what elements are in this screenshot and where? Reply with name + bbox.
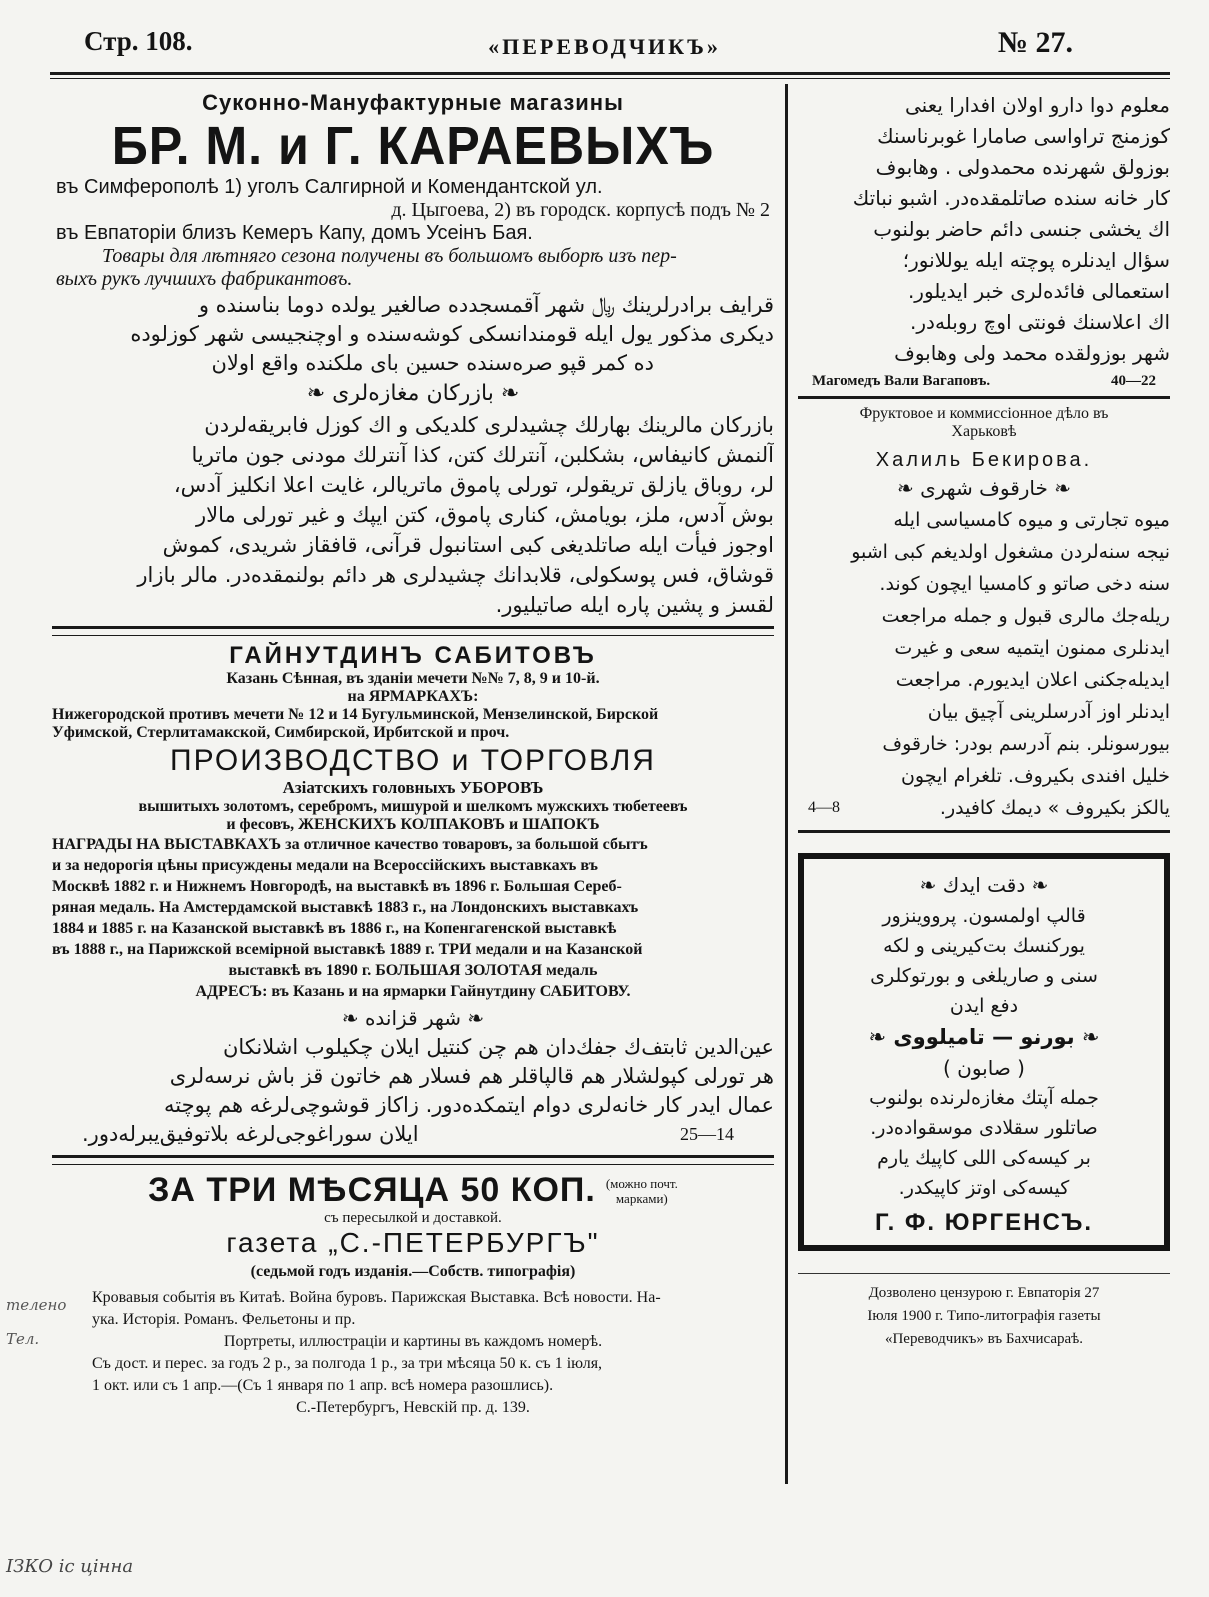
bekirov-last-row [798, 792, 1170, 824]
spb-subscription-2: 1 окт. или съ 1 апр.—(Съ 1 января по 1 апр. всѣ номера разошлись). [92, 1377, 554, 1394]
karaev-arabic-body: بوش آدس، ملز، بویامش، کناری پاموق، کتن ایپك و غیر تورلی مالار [196, 503, 774, 527]
censor-line-2: Іюля 1900 г. Типо-литографія газеты [867, 1308, 1101, 1324]
karaev-arabic-heading-text: بازرکان مغازه‌لری [332, 381, 494, 406]
ornament-icon: ❧ [896, 476, 921, 500]
section-rule [52, 626, 774, 629]
ornament-icon: ❧ [1025, 873, 1049, 897]
bekirov-arabic-line: ایدیله‌جکنی اعلان ایدیورم. مراجعت [895, 669, 1170, 691]
jurgens-arabic-body: صاتلور سقلادی موسقواده‌در. [870, 1117, 1098, 1139]
left-column [52, 84, 774, 1419]
sabitov-awards-line: 1884 и 1885 г. на Казанской выставкѣ въ 1886 г., на Копенгагенской выставкѣ [52, 920, 617, 937]
sabitov-awards-line: выставкѣ въ 1890 г. БОЛЬШАЯ ЗОЛОТАЯ медаль [228, 962, 598, 979]
jurgens-arabic-line: یورکنسك بت‌کیرینی و لکه [883, 935, 1085, 957]
vagapov-arabic-line: کوزمنج تراواسی صامارا غوبرناسنك [877, 124, 1170, 148]
section-rule-thin [52, 1164, 774, 1165]
bekirov-arabic-heading-text: خارقوف شهری [920, 476, 1048, 500]
bekirov-arabic-line: نیجه سنه‌لردن مشغول اولدیغم کبی اشبو [851, 541, 1170, 563]
ornament-icon: ❧ [919, 873, 943, 897]
karaev-name: БР. М. и Г. КАРАЕВЫХЪ [111, 116, 715, 176]
sabitov-awards-line: ряная медаль. На Амстердамской выставкѣ 1883 г., на Лондонскихъ выставкахъ [52, 899, 639, 916]
sabitov-address-kazan: Казань Сѣнная, въ зданіи мечети №№ 7, 8, 9 и 10-й. [226, 670, 600, 687]
bekirov-line-2: Харьковѣ [951, 423, 1017, 440]
karaev-location-1b: д. Цыгоева, 2) въ городск. корпусѣ подъ № 2 [391, 199, 770, 221]
bekirov-line-1: Фруктовое и коммиссіонное дѣло въ [859, 405, 1109, 422]
ornament-icon: ❧ [1074, 1025, 1100, 1049]
karaev-goods-2: выхъ рукъ лучшихъ фабрикантовъ. [56, 268, 353, 290]
header-rule-thin [50, 78, 1170, 79]
sabitov-address: АДРЕСЪ: въ Казань и на ярмарки Гайнутдину САБИТОВУ. [195, 983, 631, 1000]
page-number: Стр. 108. [84, 26, 193, 56]
spb-price-row [52, 1171, 774, 1210]
karaev-arabic-line: ده کمر قپو صره‌سنده حسین بای ملکنده واقع اولان [211, 351, 654, 375]
sabitov-last-line [52, 1120, 774, 1149]
bekirov-arabic-line: میوه تجارتی و میوه کامسیاسی ایله [893, 509, 1170, 531]
ornament-icon: ❧ [493, 381, 520, 406]
sabitov-awards-line: Москвѣ 1882 г. и Нижнемъ Новгородѣ, на выставкѣ въ 1896 г. Большая Сереб- [52, 878, 622, 895]
spb-delivery: съ пересылкой и доставкой. [324, 1210, 502, 1226]
spb-subscription-1: Съ дост. и перес. за годъ 2 р., за полгода 1 р., за три мѣсяца 50 к. съ 1 іюля, [92, 1355, 603, 1372]
sabitov-arabic-line: عین‌الدین ثابتف‌ك جفك‌دان هم چن کنتیل ایلان چکیلوب اشلانکان [223, 1035, 774, 1059]
karaev-arabic-body: بازرکان مالرینك بهارلك چشیدلری کلدیکی و اك کوزل فابریقه‌لردن [204, 413, 774, 437]
sabitov-arabic-heading-text: شهر قزانده [364, 1006, 462, 1030]
bekirov-arabic-line: خلیل افندی بکیروف. تلغرام ایچون [900, 765, 1170, 787]
censor-line-1: Дозволено цензурою г. Евпаторія 27 [868, 1285, 1100, 1301]
section-rule [798, 830, 1170, 833]
vagapov-signature-row [798, 373, 1170, 390]
sabitov-embroidery-2: и фесовъ, ЖЕНСКИХЪ КОЛПАКОВЪ и ШАПОКЪ [226, 816, 600, 833]
spb-stamps-note [606, 1176, 678, 1206]
karaev-arabic-body: آلنمش کانیفاس، بشکلبن، آنترلك کتن، کذا آنترلك مودنی جون ماتریا [191, 443, 774, 467]
jurgens-arabic-line: سنی و صاریلغی و بورتوکلری [870, 965, 1098, 987]
jurgens-soap: ( صابون ) [943, 1056, 1025, 1080]
karaev-ad [52, 90, 774, 620]
ornament-icon: ❧ [341, 1006, 365, 1030]
sabitov-ad [52, 642, 774, 1149]
sabitov-fairs-2: Уфимской, Стерлитамакской, Симбирской, Ирбитской и проч. [52, 724, 510, 741]
bekirov-arabic-heading [798, 472, 1170, 504]
issue-number: № 27. [997, 26, 1073, 59]
spb-contents-2: ука. Исторія. Романъ. Фельетоны и пр. [92, 1311, 356, 1328]
vagapov-ad [798, 90, 1170, 390]
vagapov-code: 40—22 [1111, 373, 1156, 389]
margin-note-2: Тел. [6, 1330, 40, 1348]
section-rule-thin [52, 635, 774, 636]
sabitov-arabic-line: هر تورلی کپولشلار هم قالپاقلر هم فسلار هم خاتون قز باش نرسه‌لری [169, 1064, 774, 1088]
sabitov-fairs: на ЯРМАРКАХЪ: [347, 688, 479, 705]
spb-newspaper-name: газета „С.-ПЕТЕРБУРГЪ" [226, 1227, 600, 1258]
vagapov-arabic-line: اك یخشی جنسی دائم حاضر بولنوب [873, 217, 1170, 241]
karaev-goods-1: Товары для лѣтняго сезона получены въ большомъ выборѣ изъ пер- [102, 245, 677, 267]
spb-address: С.-Петербургъ, Невскій пр. д. 139. [296, 1399, 530, 1416]
sabitov-arabic-line: عمال ایدر کار خانه‌لری دوام ایتمکده‌دور. زاکاز قوشوچی‌لرغه هم پوچته [164, 1093, 774, 1117]
right-column [798, 84, 1170, 1351]
bekirov-arabic-line: ایدنلری ممنون ایتمیه سعی و غیرت [894, 637, 1170, 659]
karaev-arabic-heading [52, 378, 774, 410]
jurgens-name: Г. Ф. ЮРГЕНСЪ. [874, 1209, 1094, 1236]
vagapov-arabic-line: استعمالی فائده‌لری خبر ایدیلور. [907, 279, 1170, 303]
sabitov-code: 25—14 [680, 1124, 734, 1144]
spb-year: (седьмой годъ изданія.—Собств. типографія) [250, 1263, 576, 1280]
vagapov-arabic-line: اك اعلاسنك فونتی اوچ روبله‌در. [910, 310, 1170, 334]
censor-note [798, 1273, 1170, 1351]
vagapov-arabic-line: شهر بوزولقده محمد ولی وهابوف [894, 341, 1170, 365]
sabitov-awards-line: въ 1888 г., на Парижской всемірной выставкѣ 1889 г. ТРИ медали и на Казанской [52, 941, 643, 958]
jurgens-arabic-body: بر کیسه‌کی اللی کاپیك یارم [877, 1147, 1091, 1169]
jurgens-ad [798, 853, 1170, 1251]
bekirov-code: 4—8 [808, 799, 840, 816]
section-rule [798, 396, 1170, 399]
sabitov-name: ГАЙНУТДИНЪ САБИТОВЪ [229, 642, 597, 669]
vagapov-signature: Магомедъ Вали Вагаповъ. [812, 373, 991, 389]
newspaper-title: «ПЕРЕВОДЧИКЪ» [488, 34, 721, 59]
sabitov-awards-line: НАГРАДЫ НА ВЫСТАВКАХЪ за отличное качество товаровъ, за большой сбытъ [52, 836, 648, 853]
vagapov-arabic-line: معلوم دوا دارو اولان افدارا یعنی [905, 93, 1170, 117]
bekirov-ad [798, 405, 1170, 824]
spb-stamps-1: (можно почт. [605, 1175, 678, 1191]
sabitov-production: ПРОИЗВОДСТВО и ТОРГОВЛЯ [170, 744, 656, 777]
bekirov-arabic-line: سنه دخی صاتو و کامسیا ایچون کوند. [879, 573, 1170, 595]
bekirov-arabic-line: ایدنلر اوز آدرسلرینی آچیق بیان [927, 701, 1170, 723]
jurgens-arabic-heading-text: دقت ایدك [942, 873, 1026, 897]
jurgens-arabic-heading [814, 869, 1154, 901]
bekirov-arabic-line: بیورسونلر. بنم آدرسم بودر: خارقوف [882, 733, 1170, 755]
sabitov-awards-line: и за недорогія цѣны присуждены медали на Всероссійскихъ выставкахъ въ [52, 857, 598, 874]
karaev-arabic-line: قرایف برادرلرینك ﷼ شهر آقمسجدده صالغیر یولده دوما بناسنده و [198, 293, 774, 317]
vagapov-arabic-line: بوزولق شهرنده محمدولی . وهابوف [875, 155, 1170, 179]
spb-contents-3: Портреты, иллюстраціи и картины въ каждомъ номерѣ. [223, 1333, 603, 1350]
bekirov-arabic-line: ریله‌جك مالری قبول و جمله مراجعت [881, 605, 1170, 627]
bekirov-arabic-line: یالکز بکیروف » دیمك کافیدر. [939, 797, 1170, 819]
vagapov-arabic-line: سؤال ایدنلره پوچته ایله یوللانور؛ [902, 248, 1170, 272]
sabitov-arabic-line: ایلان سوراغوجی‌لرغه بلاتوفیق‌یبرله‌دور. [82, 1122, 419, 1146]
jurgens-arabic-line: دفع ایدن [949, 995, 1019, 1017]
karaev-location-1a: въ Симферополѣ 1) уголъ Салгирной и Комендантской ул. [56, 176, 603, 198]
karaev-arabic-line: دیکری مذکور یول ایله قومندانسکی کوشه‌سنده و اوچنجیسی شهر کوزلوده [130, 322, 774, 346]
margin-note-1: телено [6, 1296, 67, 1314]
karaev-arabic-body: قوشاق، فس پوسکولی، قلابدانك چشیدلری هر دائم بولنمقده‌در. مالر بازار [137, 563, 774, 587]
karaev-shops: Суконно-Мануфактурные магазины [202, 90, 624, 115]
jurgens-product [814, 1021, 1154, 1053]
spb-contents-1: Кровавыя событія въ Китаѣ. Война буровъ. Парижская Выставка. Всѣ новости. На- [92, 1289, 661, 1306]
karaev-arabic-body: اوجوز فیأت ایله صاتلدیغی کبی استانبول قرآنی، قافقاز شریدی، کموش [162, 533, 774, 557]
vagapov-arabic-line: کار خانه سنده صاتلمقده‌در. اشبو نباتك [852, 186, 1170, 210]
sabitov-embroidery-1: вышитыхъ золотомъ, серебромъ, мишурой и шелкомъ мужскихъ тюбетеевъ [138, 798, 688, 815]
sabitov-asian-hats: Азіатскихъ головныхъ УБОРОВЪ [282, 778, 544, 797]
ornament-icon: ❧ [1047, 476, 1071, 500]
jurgens-arabic-body: کیسه‌کی اوتز کاپیکدر. [898, 1177, 1070, 1199]
jurgens-arabic-body: جمله آپتك مغازه‌لرنده بولنوب [869, 1087, 1099, 1109]
spb-stamps-2: марками) [615, 1190, 668, 1206]
header-rule [50, 72, 1170, 75]
karaev-arabic-body: لر، روباق یازلق تریقولر، تورلی پاموق ماتریالر، غایت اعلا انکلیز آدس، [173, 473, 774, 497]
ornament-icon: ❧ [306, 381, 333, 406]
column-divider [785, 84, 788, 1484]
sabitov-fairs-1: Нижегородской противъ мечети № 12 и 14 Бугульминской, Мензелинской, Бирской [52, 706, 659, 723]
margin-note-3: ІЗКО іс цінна [6, 1556, 134, 1577]
ornament-icon: ❧ [461, 1006, 485, 1030]
ornament-icon: ❧ [868, 1025, 894, 1049]
karaev-arabic-body: لقسز و پشین پاره ایله صاتیلیور. [495, 593, 774, 617]
section-rule [52, 1155, 774, 1158]
karaev-location-2: въ Евпаторіи близъ Кемеръ Капу, домъ Усеінъ Бая. [56, 222, 533, 244]
spb-ad [52, 1171, 774, 1419]
sabitov-arabic-heading [52, 1003, 774, 1033]
spb-price: ЗА ТРИ МѢСЯЦА 50 КОП. [148, 1171, 596, 1209]
censor-line-3: «Переводчикъ» въ Бахчисараѣ. [884, 1331, 1084, 1347]
jurgens-product-text: بورنو — تامیلووی [893, 1025, 1075, 1049]
jurgens-arabic-line: قالپ اولمسون. پرووینزور [882, 905, 1086, 927]
bekirov-name: Халиль Бекирова. [875, 449, 1093, 471]
